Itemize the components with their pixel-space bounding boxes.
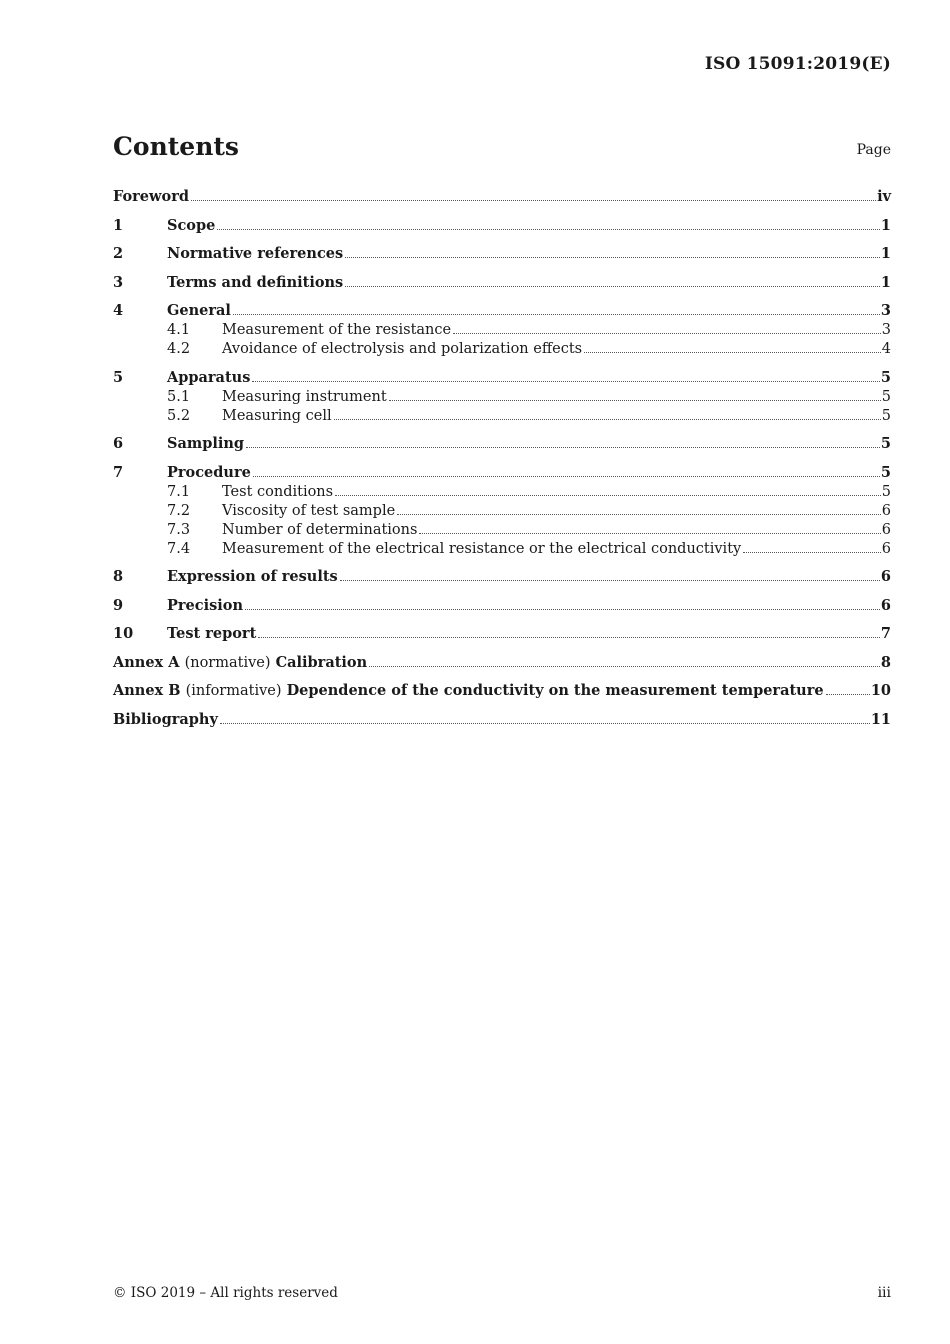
toc-entry-title: Bibliography: [113, 710, 218, 728]
toc-entry[interactable]: [113, 680, 891, 699]
toc-entry-number: 5: [113, 368, 124, 386]
toc-entry-page: 1: [880, 273, 891, 291]
toc-entry[interactable]: [113, 652, 891, 671]
toc-entry[interactable]: [113, 566, 891, 585]
toc-entry-title: Viscosity of test sample: [222, 502, 396, 519]
dot-leader: [233, 314, 880, 315]
dot-leader: [345, 257, 880, 258]
toc-entry-number: 7: [113, 463, 124, 481]
toc-entry-title: Measuring instrument: [222, 388, 387, 405]
annex-title: Dependence of the conductivity on the measurement temperature: [286, 682, 824, 699]
annex-label: Annex B: [113, 682, 181, 699]
dot-leader: [246, 447, 880, 448]
toc-entry-title: Apparatus: [167, 368, 251, 386]
dot-leader: [419, 533, 880, 534]
toc-entry-title: Measuring cell: [222, 407, 332, 424]
toc-entry[interactable]: [113, 386, 891, 405]
toc-entry-title: General: [167, 302, 231, 319]
dot-leader: [743, 552, 881, 553]
toc-entry[interactable]: [113, 300, 891, 319]
toc-entry-page: 5: [880, 368, 891, 386]
dot-leader: [453, 333, 881, 334]
dot-leader: [258, 637, 880, 638]
toc-entry-title: Normative references: [167, 245, 344, 262]
toc-entry-title: Test report: [167, 625, 257, 642]
page-column-label: Page: [856, 142, 891, 158]
toc-entry-page: 6: [880, 596, 891, 614]
toc-entry[interactable]: [113, 481, 891, 500]
dot-leader: [397, 514, 881, 515]
toc-entry-number: 9: [113, 596, 124, 614]
toc-entry-number: 2: [113, 245, 124, 262]
toc-entry[interactable]: [113, 709, 891, 728]
toc-entry-page: 5: [880, 463, 891, 481]
dot-leader: [217, 229, 880, 230]
toc-entry[interactable]: [113, 186, 891, 205]
toc-entry[interactable]: [113, 462, 891, 481]
toc-entry[interactable]: [113, 243, 891, 262]
toc-entry-page: 6: [880, 568, 891, 585]
toc-entry-number: 7.2: [167, 502, 191, 519]
table-of-contents: [113, 186, 891, 728]
toc-entry-title: Test conditions: [222, 483, 334, 500]
toc-entry-number: 8: [113, 568, 124, 585]
page-title: Contents: [113, 132, 240, 161]
toc-entry-number: 3: [113, 273, 124, 291]
toc-entry-page: 7: [880, 625, 891, 642]
toc-entry-number: 4.1: [167, 322, 191, 338]
toc-entry[interactable]: [113, 500, 891, 519]
toc-entry-page: 5: [881, 483, 891, 500]
dot-leader: [252, 381, 880, 382]
annex-type: (informative): [185, 683, 282, 699]
dot-leader: [584, 352, 881, 353]
toc-entry-number: 6: [113, 435, 124, 452]
toc-entry-title: Expression of results: [167, 568, 338, 585]
toc-entry-title: Number of determinations: [222, 521, 418, 538]
toc-entry-page: 5: [881, 388, 891, 405]
toc-entry-page: 11: [870, 710, 891, 728]
toc-entry-title: Terms and definitions: [167, 273, 344, 291]
toc-entry-page: 6: [881, 540, 891, 557]
toc-entry-title: [113, 654, 367, 671]
toc-entry-number: 7.3: [167, 521, 191, 538]
annex-label: Annex A: [113, 653, 180, 671]
dot-leader: [340, 580, 880, 581]
toc-entry[interactable]: [113, 338, 891, 357]
toc-entry-title: Sampling: [167, 435, 245, 452]
toc-entry[interactable]: [113, 519, 891, 538]
toc-entry-title: Procedure: [167, 463, 251, 481]
toc-entry-page: 8: [880, 653, 891, 671]
dot-leader: [220, 723, 870, 724]
toc-entry-page: 5: [881, 407, 891, 424]
dot-leader: [345, 286, 880, 287]
toc-entry-title: Scope: [167, 216, 216, 234]
document-id: ISO 15091:2019(E): [704, 54, 891, 74]
toc-entry-number: 1: [113, 216, 124, 234]
toc-entry-page: 6: [881, 521, 891, 538]
toc-entry[interactable]: [113, 433, 891, 452]
toc-entry-page: 3: [880, 302, 891, 319]
dot-leader: [334, 419, 881, 420]
toc-entry-number: 5.1: [167, 388, 191, 405]
toc-entry-page: 6: [881, 502, 891, 519]
toc-entry[interactable]: [113, 405, 891, 424]
toc-entry-page: 4: [881, 341, 891, 357]
toc-entry-title: Precision: [167, 596, 243, 614]
toc-entry[interactable]: [113, 367, 891, 386]
toc-entry-page: 1: [880, 245, 891, 262]
toc-entry-page: iv: [877, 188, 891, 205]
toc-entry[interactable]: [113, 272, 891, 291]
annex-type: (normative): [184, 654, 271, 671]
toc-entry-number: 10: [113, 625, 134, 642]
dot-leader: [335, 495, 881, 496]
dot-leader: [369, 666, 880, 667]
toc-entry-page: 1: [880, 216, 891, 234]
dot-leader: [389, 400, 881, 401]
toc-entry[interactable]: [113, 623, 891, 642]
toc-entry-number: 4.2: [167, 341, 191, 357]
dot-leader: [826, 694, 870, 695]
toc-entry-page: 3: [881, 322, 891, 338]
toc-entry[interactable]: [113, 319, 891, 338]
copyright-notice: © ISO 2019 – All rights reserved: [113, 1285, 338, 1301]
dot-leader: [253, 476, 880, 477]
toc-entry[interactable]: [113, 595, 891, 614]
dot-leader: [245, 609, 880, 610]
toc-entry-page: 5: [880, 435, 891, 452]
dot-leader: [191, 200, 876, 201]
toc-entry-title: Measurement of the resistance: [222, 322, 452, 338]
toc-entry[interactable]: [113, 215, 891, 234]
annex-title: Calibration: [275, 653, 368, 671]
toc-entry[interactable]: [113, 538, 891, 557]
toc-entry-title: [113, 682, 824, 699]
page-number: iii: [877, 1285, 891, 1301]
toc-entry-number: 7.4: [167, 540, 191, 557]
toc-entry-title: Measurement of the electrical resistance or the electrical conductivity: [222, 540, 742, 557]
toc-entry-number: 7.1: [167, 483, 191, 500]
toc-entry-page: 10: [870, 682, 891, 699]
toc-entry-title: Foreword: [113, 188, 189, 205]
toc-entry-number: 4: [113, 302, 124, 319]
toc-entry-title: Avoidance of electrolysis and polarization effects: [222, 341, 583, 357]
toc-entry-number: 5.2: [167, 407, 191, 424]
